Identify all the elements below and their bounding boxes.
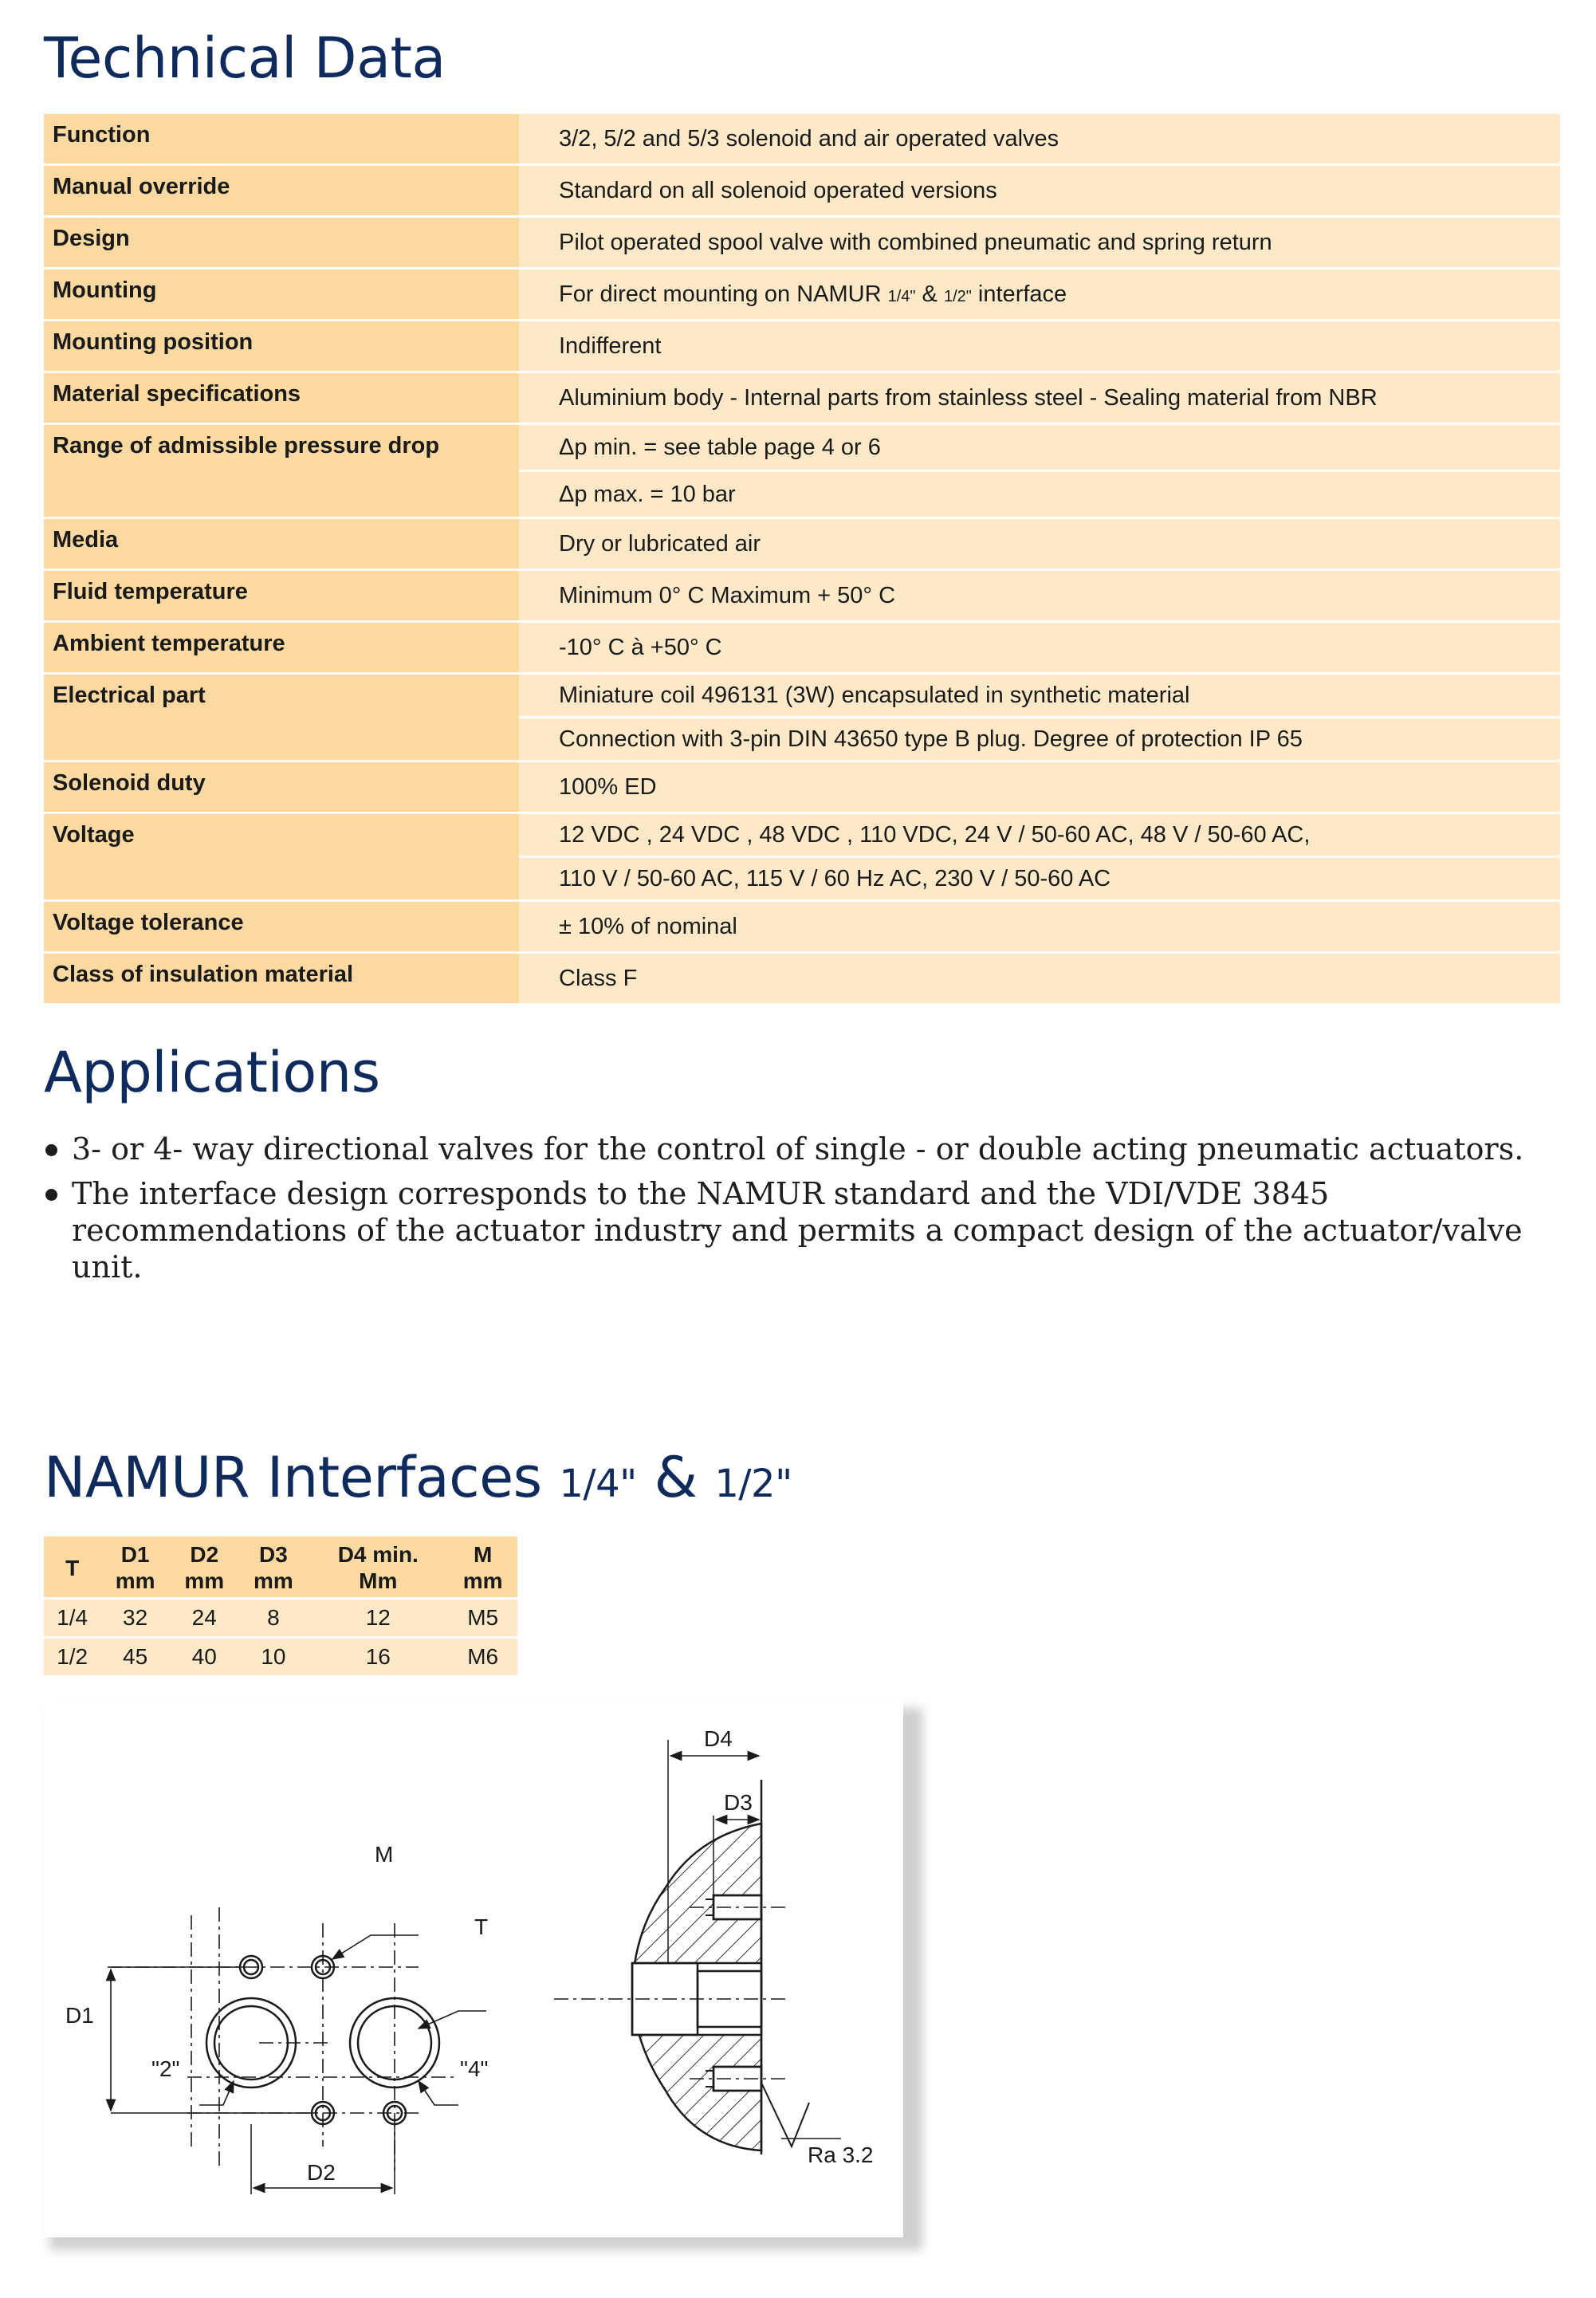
column-header [308,1537,448,1599]
row-label: Range of admissible pressure drop [44,424,519,518]
technical-drawing [44,1700,903,2237]
table-cell: 8 [239,1599,309,1638]
row-value-2: 110 V / 50-60 AC, 115 V / 60 Hz AC, 230 V / 50-60 AC [519,857,1560,901]
table-row [44,674,1560,718]
header-label: D1 [120,1542,150,1567]
column-header [170,1537,239,1599]
technical-data-title: Technical Data [44,26,446,91]
applications-list [44,1131,1559,1293]
header-unit: mm [254,1568,293,1593]
row-value: Δp min. = see table page 4 or 6 [519,424,1560,471]
mounting-size-b: 1/2" [943,287,972,305]
header-unit: mm [462,1568,503,1593]
namur-title-size-a: 1/4" [559,1462,637,1506]
row-label: Media [44,518,519,570]
front-view [108,1907,489,2194]
table-row [44,372,1560,424]
row-value [519,269,1560,321]
header-unit: mm [184,1568,225,1593]
row-value: Class F [519,953,1560,1005]
row-value: Indifferent [519,321,1560,372]
row-value: Minimum 0° C Maximum + 50° C [519,570,1560,622]
header-label: D3 [259,1542,288,1567]
namur-interface-drawing [44,1700,903,2237]
namur-interfaces-title [44,1445,792,1510]
table-row [44,570,1560,622]
table-row [44,1638,517,1676]
mounting-text-mid: & [915,281,944,307]
label-d1: D1 [65,2003,94,2028]
row-value: 3/2, 5/2 and 5/3 solenoid and air operated valves [519,114,1560,165]
table-row [44,518,1560,570]
column-header [448,1537,517,1599]
label-d3: D3 [724,1790,753,1815]
column-header [239,1537,309,1599]
table-cell: 12 [308,1599,448,1638]
namur-dimensions-table [44,1537,517,1675]
row-value: Dry or lubricated air [519,518,1560,570]
row-value: Aluminium body - Internal parts from stainless steel - Sealing material from NBR [519,372,1560,424]
column-header [44,1537,100,1599]
technical-data-table [44,114,1560,1005]
row-value: Pilot operated spool valve with combined pneumatic and spring return [519,217,1560,269]
row-value: ± 10% of nominal [519,901,1560,953]
table-cell: M6 [448,1638,517,1676]
label-d4: D4 [704,1726,733,1751]
row-label: Fluid temperature [44,570,519,622]
row-label: Design [44,217,519,269]
table-cell: 1/2 [44,1638,100,1676]
row-value: -10° C à +50° C [519,622,1560,674]
namur-title-main: NAMUR Interfaces [44,1445,560,1510]
header-label: D4 min. [337,1542,419,1567]
label-ra: Ra 3.2 [808,2143,874,2167]
table-cell: M5 [448,1599,517,1638]
row-label: Solenoid duty [44,761,519,813]
table-row [44,1599,517,1638]
label-d2: D2 [307,2160,336,2185]
row-value: Miniature coil 496131 (3W) encapsulated in synthetic material [519,674,1560,718]
list-item: The interface design corresponds to the NAMUR standard and the VDI/VDE 3845 recommendations of the actuator industry and permits a compact design of the actuator/valve unit. [44,1175,1559,1285]
header-unit: Mm [359,1568,398,1593]
applications-title: Applications [44,1040,380,1105]
row-label: Function [44,114,519,165]
table-header-row [44,1537,517,1599]
table-cell: 40 [170,1638,239,1676]
row-value-2: Δp max. = 10 bar [519,471,1560,518]
label-t: T [474,1914,489,1939]
table-cell: 16 [308,1638,448,1676]
row-label: Electrical part [44,674,519,761]
row-label: Class of insulation material [44,953,519,1005]
namur-title-size-b: 1/2" [714,1462,792,1506]
column-header [100,1537,170,1599]
table-row [44,813,1560,857]
row-label: Voltage tolerance [44,901,519,953]
table-cell: 10 [239,1638,309,1676]
label-port-2: "2" [151,2056,180,2081]
list-item: 3- or 4- way directional valves for the control of single - or double acting pneumatic actuators. [44,1131,1559,1167]
header-label: D2 [190,1542,219,1567]
header-label: T [65,1555,80,1580]
table-row [44,622,1560,674]
row-label: Mounting [44,269,519,321]
mounting-text-pre: For direct mounting on NAMUR [559,281,888,307]
row-value: 12 VDC , 24 VDC , 48 VDC , 110 VDC, 24 V / 50-60 AC, 48 V / 50-60 AC, [519,813,1560,857]
table-row [44,953,1560,1005]
row-label: Ambient temperature [44,622,519,674]
table-row [44,424,1560,471]
port-2 [214,2006,288,2080]
table-row [44,901,1560,953]
row-label: Mounting position [44,321,519,372]
table-cell: 45 [100,1638,170,1676]
table-cell: 1/4 [44,1599,100,1638]
row-value: 100% ED [519,761,1560,813]
mounting-size-a: 1/4" [887,287,916,305]
table-row [44,165,1560,217]
row-value-2: Connection with 3-pin DIN 43650 type B plug. Degree of protection IP 65 [519,718,1560,761]
table-row [44,761,1560,813]
table-row [44,217,1560,269]
table-cell: 32 [100,1599,170,1638]
table-row [44,114,1560,165]
label-port-4: "4" [460,2056,489,2081]
row-label: Manual override [44,165,519,217]
row-value: Standard on all solenoid operated versions [519,165,1560,217]
header-unit: mm [115,1568,155,1593]
row-label: Material specifications [44,372,519,424]
namur-title-mid: & [636,1445,715,1510]
row-label: Voltage [44,813,519,901]
header-label: M [473,1542,493,1567]
table-row [44,321,1560,372]
section-view [554,1740,841,2154]
table-cell: 24 [170,1599,239,1638]
mounting-text-post: interface [971,281,1067,307]
label-m: M [375,1842,394,1867]
table-row [44,269,1560,321]
